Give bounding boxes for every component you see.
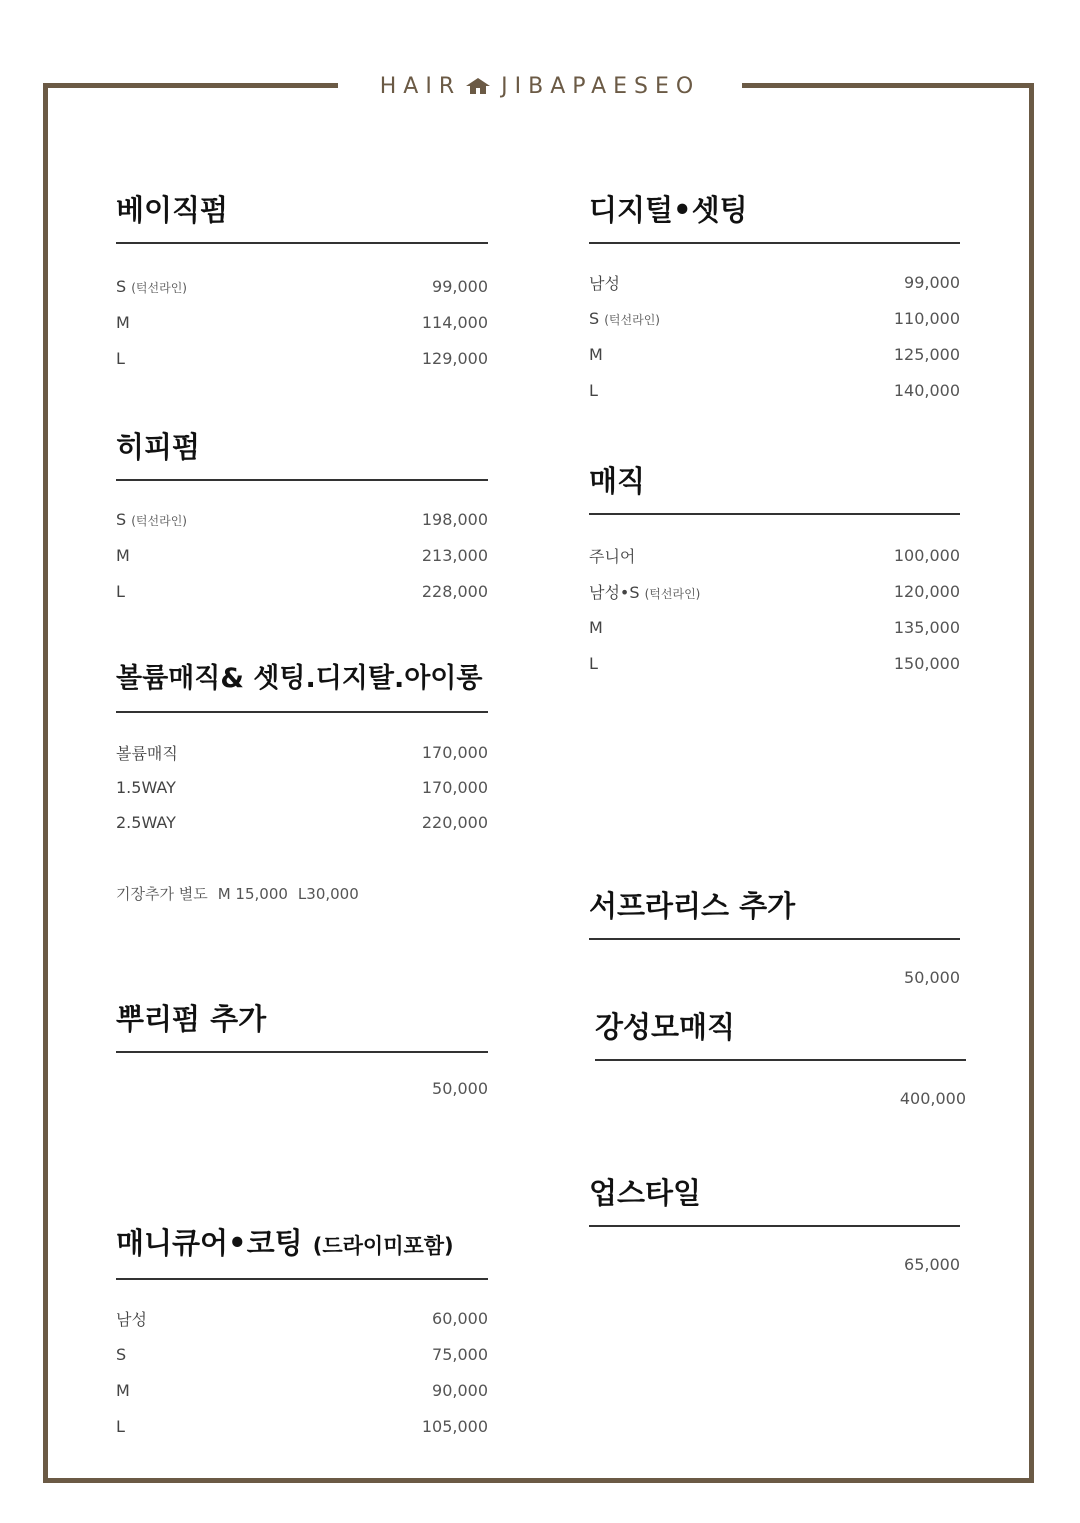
price-row xyxy=(589,372,960,408)
divider xyxy=(589,242,960,244)
price: 120,000 xyxy=(893,581,960,601)
price: 150,000 xyxy=(893,653,960,673)
price: 50,000 xyxy=(904,968,960,987)
size-label: 남성•S xyxy=(589,582,640,602)
section-title: 베이직펌 xyxy=(116,193,229,227)
section-basic-perm xyxy=(116,190,488,376)
price-row xyxy=(116,1408,488,1444)
section-volume-magic xyxy=(116,659,488,840)
section-magic xyxy=(589,461,960,681)
size-label: M xyxy=(589,344,603,364)
price: 65,000 xyxy=(904,1255,960,1274)
price-row xyxy=(116,735,488,770)
price-row xyxy=(589,573,960,609)
divider xyxy=(589,1225,960,1227)
divider xyxy=(116,479,488,481)
section-manicure xyxy=(116,1223,488,1444)
price-row xyxy=(116,537,488,573)
section-title-suffix: (드라이미포함) xyxy=(312,1234,454,1258)
section-title: 히피펌 xyxy=(116,430,201,464)
price: 99,000 xyxy=(904,272,960,292)
size-note: (턱선라인) xyxy=(131,513,187,528)
price-row xyxy=(116,805,488,840)
size-note: (턱선라인) xyxy=(131,280,187,295)
price: 135,000 xyxy=(893,617,960,637)
size-label: L xyxy=(589,380,598,400)
size-label: L xyxy=(589,653,598,673)
price-row xyxy=(116,501,488,537)
price: 170,000 xyxy=(421,778,488,797)
section-title: 볼륨매직& 셋팅.디지탈.아이롱 xyxy=(116,663,483,694)
section-title: 매직 xyxy=(589,464,646,498)
price: 213,000 xyxy=(421,545,488,565)
price: 60,000 xyxy=(432,1308,488,1328)
note-l: L30,000 xyxy=(297,885,359,903)
size-label: S xyxy=(116,509,127,529)
price-row xyxy=(116,770,488,805)
note-m: M 15,000 xyxy=(217,885,288,903)
section-title: 강성모매직 xyxy=(595,1010,736,1044)
price-row xyxy=(589,609,960,645)
price-row xyxy=(589,645,960,681)
size-label: L xyxy=(116,348,125,368)
item-label: 남성 xyxy=(589,273,620,293)
item-label: 2.5WAY xyxy=(116,813,176,832)
divider xyxy=(116,242,488,244)
size-label: L xyxy=(116,581,125,601)
note-label: 기장추가 별도 xyxy=(116,885,208,903)
item-label: 1.5WAY xyxy=(116,778,176,797)
section-surprise xyxy=(589,886,960,987)
price-row xyxy=(116,1300,488,1336)
brand-right-text: JIBAPAESEO xyxy=(501,73,701,99)
item-label: 남성 xyxy=(116,1309,147,1329)
section-digital-setting xyxy=(589,190,960,408)
section-title: 뿌리펌 추가 xyxy=(116,1002,267,1036)
price-row xyxy=(116,304,488,340)
brand-logo xyxy=(338,70,742,102)
divider xyxy=(589,513,960,515)
price: 140,000 xyxy=(893,380,960,400)
section-title: 디지털•셋팅 xyxy=(589,193,748,227)
divider xyxy=(116,1051,488,1053)
price: 75,000 xyxy=(432,1344,488,1364)
size-label: M xyxy=(116,545,130,565)
price-row xyxy=(589,336,960,372)
divider xyxy=(116,1278,488,1280)
size-label: S xyxy=(116,276,127,296)
size-label: M xyxy=(116,312,130,332)
price-row xyxy=(116,340,488,376)
item-label: S xyxy=(116,1344,127,1364)
divider xyxy=(589,938,960,940)
price: 99,000 xyxy=(432,276,488,296)
price: 198,000 xyxy=(421,509,488,529)
divider xyxy=(595,1059,966,1061)
item-label: M xyxy=(116,1380,130,1400)
price-row xyxy=(116,268,488,304)
price: 129,000 xyxy=(421,348,488,368)
size-label: M xyxy=(589,617,603,637)
section-title: 서프라리스 추가 xyxy=(589,889,796,923)
price: 220,000 xyxy=(421,813,488,832)
price-row xyxy=(589,300,960,336)
section-strong-hair xyxy=(595,1007,966,1108)
section-root-perm xyxy=(116,999,488,1098)
section-title: 업스타일 xyxy=(589,1176,702,1210)
section-title: 매니큐어•코팅 xyxy=(116,1226,303,1260)
price-row xyxy=(116,1336,488,1372)
item-label: 주니어 xyxy=(589,546,636,566)
price: 228,000 xyxy=(421,581,488,601)
price: 114,000 xyxy=(421,312,488,332)
item-label: L xyxy=(116,1416,125,1436)
size-label: S xyxy=(589,308,600,328)
divider xyxy=(116,711,488,713)
price: 50,000 xyxy=(432,1079,488,1098)
price: 170,000 xyxy=(421,743,488,762)
price: 100,000 xyxy=(893,545,960,565)
price: 90,000 xyxy=(432,1380,488,1400)
price: 400,000 xyxy=(899,1089,966,1108)
price-row xyxy=(116,1372,488,1408)
size-note: (턱선라인) xyxy=(604,312,660,327)
price: 110,000 xyxy=(893,308,960,328)
length-surcharge-note xyxy=(116,883,359,904)
house-icon xyxy=(465,77,491,95)
section-updo xyxy=(589,1173,960,1274)
price-row xyxy=(589,264,960,300)
price-row xyxy=(589,537,960,573)
brand-left-text: HAIR xyxy=(379,73,462,99)
size-note: (턱선라인) xyxy=(644,586,701,601)
price-row xyxy=(116,573,488,609)
price: 105,000 xyxy=(421,1416,488,1436)
item-label: 볼륨매직 xyxy=(116,744,178,763)
section-hippie-perm xyxy=(116,427,488,609)
price: 125,000 xyxy=(893,344,960,364)
